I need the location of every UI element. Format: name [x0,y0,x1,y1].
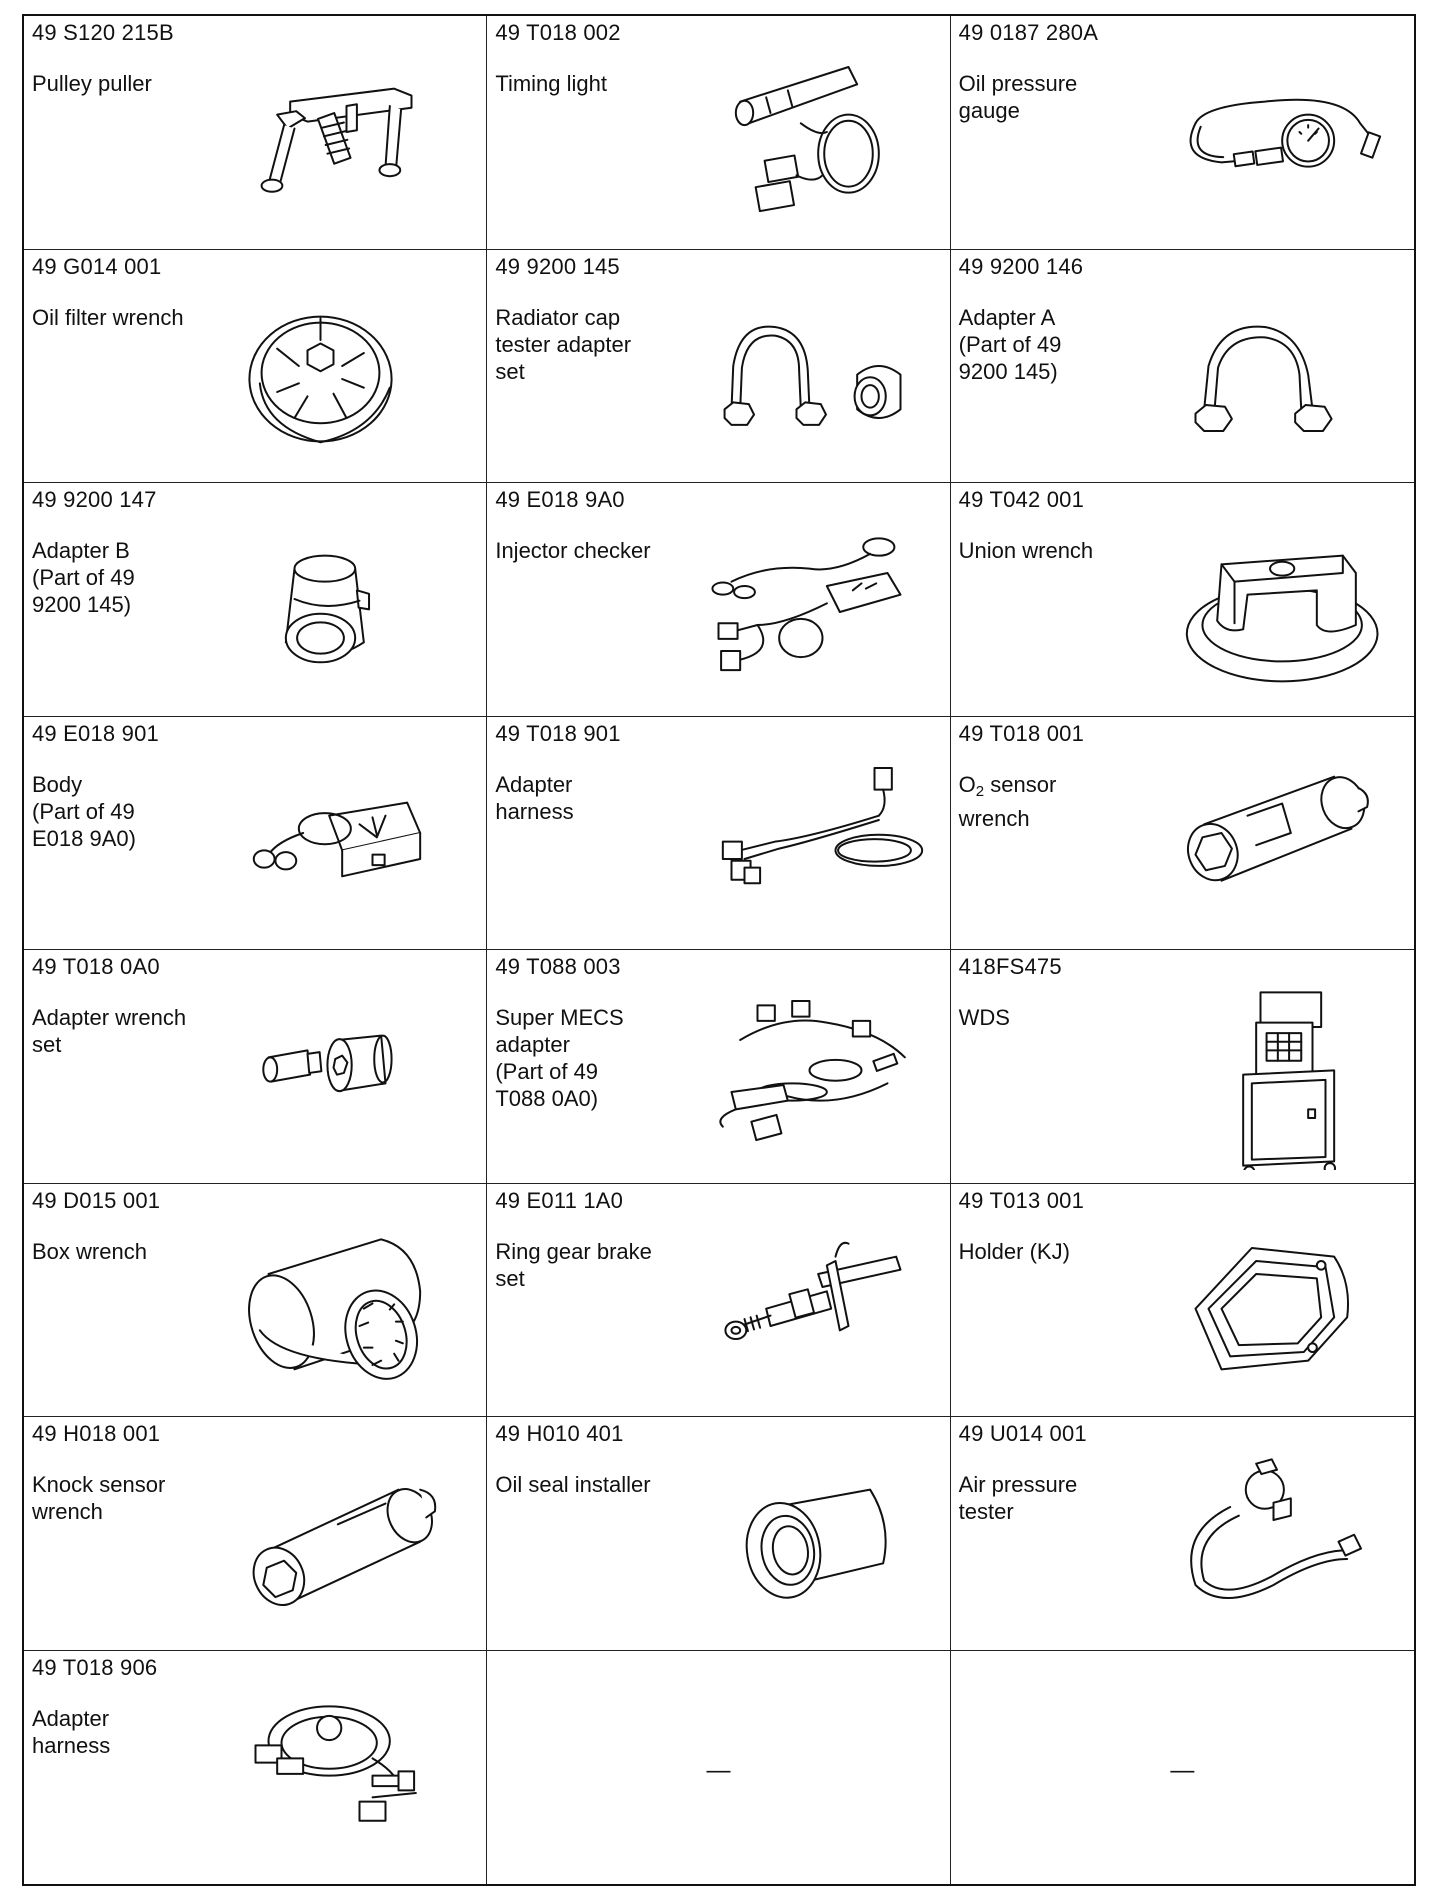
tool-cell [24,1417,487,1651]
tool-cell [951,16,1414,250]
radiator-cap-adapter-set-icon [677,288,942,470]
oil-pressure-gauge-icon [1141,54,1406,236]
tool-part-number: 49 T018 901 [495,720,621,746]
tool-cell [487,1417,950,1651]
tool-cell [24,717,487,951]
tool-cell [24,16,487,250]
tool-part-number: 49 T088 003 [495,954,621,979]
tool-name: Pulley puller [32,71,152,96]
tool-part-number: 49 9200 146 [958,253,1084,279]
tool-cell [487,483,950,717]
tool-name: Adapter harness [495,771,574,824]
tool-name: Knock sensor wrench [32,1472,166,1524]
tool-name: Holder (KJ) [958,1238,1070,1264]
tool-cell [951,717,1414,951]
tool-part-number: 49 E011 1A0 [495,1187,624,1213]
tool-name: Body (Part of 49 E018 9A0) [32,771,136,851]
tool-name: Super MECS adapter (Part of 49 T088 0A0) [495,1005,624,1111]
injector-checker-icon [677,521,942,703]
tool-part-number: 49 G014 001 [32,253,162,279]
tool-cell [487,950,950,1184]
tool-name: Adapter A (Part of 49 9200 145) [958,304,1062,384]
tool-name: Adapter harness [32,1705,111,1758]
tool-cell [24,1651,487,1885]
tool-part-number: 49 E018 9A0 [495,487,625,512]
tool-name: Box wrench [32,1238,147,1264]
tool-part-number: 49 T042 001 [958,487,1085,512]
tool-cell [487,717,950,951]
tool-part-number: 49 T013 001 [958,1187,1085,1213]
tool-part-number: 49 0187 280A [958,20,1099,45]
tool-cell [951,1184,1414,1418]
super-mecs-adapter-icon [677,988,942,1170]
tool-name: Adapter B (Part of 49 9200 145) [32,538,135,617]
tool-part-number: 49 T018 906 [32,1654,158,1680]
tool-part-number: 49 T018 002 [495,20,621,45]
tool-cell [487,16,950,250]
tool-cell [487,1651,950,1885]
tool-cell [951,483,1414,717]
holder-plate-icon [1141,1222,1406,1404]
tool-name: Injector checker [495,538,651,563]
tool-name: Oil filter wrench [32,304,184,330]
tool-cell [951,1417,1414,1651]
tool-cell [24,950,487,1184]
empty-cell-dash: — [1170,1756,1195,1784]
adapter-wrench-set-icon [214,988,479,1170]
tool-name: WDS [958,1005,1010,1030]
tool-cell [951,250,1414,484]
tool-part-number: 49 E018 901 [32,720,159,746]
tool-part-number: 49 T018 0A0 [32,954,160,979]
knock-sensor-wrench-icon [214,1455,479,1637]
pulley-puller-icon [214,54,479,236]
tool-cell [487,1184,950,1418]
tool-name: Oil pressure gauge [958,71,1078,123]
tool-name: Union wrench [958,538,1094,563]
tool-name: Adapter wrench set [32,1005,187,1057]
tool-cell [24,1184,487,1418]
tool-name: $O_2$ sensor wrench [958,771,1057,831]
tool-name: Ring gear brake set [495,1238,652,1291]
adapter-harness-icon [677,755,942,937]
tool-cell [24,483,487,717]
adapter-a-hose-icon [1141,288,1406,470]
tool-name: Timing light [495,71,607,96]
wds-cart-icon [1141,988,1406,1170]
oil-seal-installer-icon [677,1455,942,1637]
box-wrench-icon [214,1222,479,1404]
oil-filter-wrench-icon [214,288,479,470]
tool-part-number: 418FS475 [958,954,1062,979]
tool-name: Air pressure tester [958,1472,1078,1524]
tool-part-number: 49 H018 001 [32,1421,161,1446]
tool-cell [951,1651,1414,1885]
tool-name: Oil seal installer [495,1472,651,1497]
tool-cell [487,250,950,484]
tool-part-number: 49 D015 001 [32,1187,161,1213]
tool-part-number: 49 9200 147 [32,487,157,512]
tool-name: Radiator cap tester adapter set [495,304,632,384]
tool-part-number: 49 U014 001 [958,1421,1087,1446]
special-tools-table [22,14,1416,1886]
air-pressure-tester-icon [1141,1455,1406,1637]
adapter-b-icon [214,521,479,703]
tool-part-number: 49 9200 145 [495,253,620,279]
checker-body-icon [214,755,479,937]
o2-sensor-wrench-icon [1141,755,1406,937]
tool-cell [951,950,1414,1184]
tool-part-number: 49 S120 215B [32,20,174,45]
empty-cell-dash: — [706,1756,731,1784]
union-wrench-icon [1141,521,1406,703]
timing-light-icon [677,54,942,236]
tool-cell [24,250,487,484]
tool-part-number: 49 H010 401 [495,1421,624,1446]
tool-part-number: 49 T018 001 [958,720,1085,746]
ring-gear-brake-icon [677,1222,942,1404]
adapter-harness-2-icon [214,1689,479,1871]
